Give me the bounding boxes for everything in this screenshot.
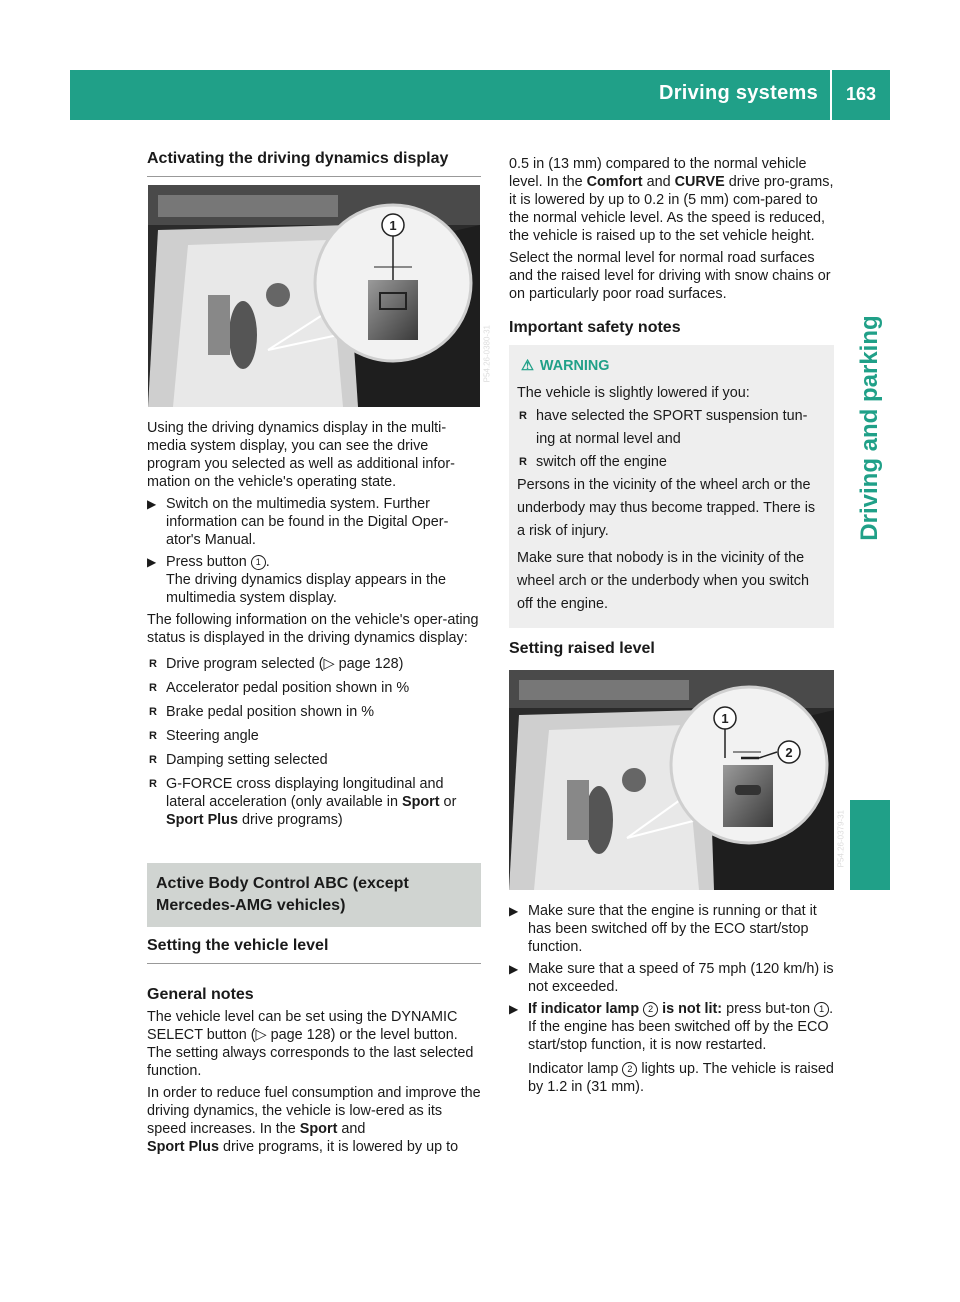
step-text: . [829,1001,834,1017]
page-number: 163 [845,84,876,104]
abc-section-box [147,863,481,927]
warning-header [517,355,826,378]
bold-curve: CURVE [674,174,725,190]
left-column [147,150,491,1160]
warning-intro: The vehicle is slightly lowered if you: [517,385,750,401]
list-item-text: Damping setting selected [166,752,328,768]
list-item [147,727,481,745]
select-level-paragraph: Select the normal level for normal road surfaces and the raised level for driving with snow chains or on particularly poor road surfaces. [509,250,831,302]
bullet-icon: R [149,778,157,790]
step-text: Press button [166,554,251,570]
header-separator [830,70,832,120]
photo-1-code: P54.26-0380-31 [482,325,491,383]
list-item [147,751,481,769]
console-photo-1 [148,185,491,407]
bullet-icon: R [149,706,157,718]
step-indicator-lamp [509,1000,834,1096]
svg-text:1: 1 [389,218,397,233]
console-photo-1-drawing [148,185,480,407]
step-result: The driving dynamics display appears in the multimedia system display. [166,572,446,606]
svg-text:2: 2 [785,745,793,760]
step-arrow-icon: ▶ [509,904,519,918]
list-item-text: or [439,794,457,810]
bold-sport-plus: Sport Plus [166,812,238,828]
side-section-label: Driving and parking [856,315,883,541]
list-item-text: Brake pedal position shown in % [166,704,374,720]
list-item-text: Steering angle [166,728,259,744]
bold-comfort: Comfort [586,174,643,190]
list-item [147,703,481,721]
warning-paragraph-1: Persons in the vicinity of the wheel arch or the underbody may thus become trapped. There is a risk of injury. [517,477,816,539]
bold-sport: Sport [299,1121,338,1137]
bullet-icon: R [149,754,157,766]
text: drive pro-grams, it is lowered by up to 0.2 in (5 mm) com-pared to the normal vehicle level. As the speed is reduced, the vehicle is raised up to the set vehicle height. [509,174,834,244]
step-text: Switch on the multimedia system. Further information can be found in the Digital Oper-ator's Manual. [166,496,449,548]
bold-sport: Sport [401,794,440,810]
side-thumb-block [850,800,890,890]
warning-label: WARNING [539,358,610,374]
general-paragraph-1: The vehicle level can be set using the DYNAMIC SELECT button (▷ page 128) or the level button. The setting always corresponds to the last selected function. [147,1009,474,1079]
step-switch-on [147,495,481,549]
text: and [337,1121,366,1137]
warning-triangle-icon: ⚠ [521,358,534,374]
bullet-icon: R [519,456,527,468]
section-title-vehicle-level: Setting the vehicle level [147,937,481,964]
section-title-driving-dynamics: Activating the driving dynamics display [147,150,481,177]
list-item [147,679,481,697]
text: In order to reduce fuel consumption and improve the driving dynamics, the vehicle is low-ered as its speed increases. In the [147,1085,481,1137]
step-result-2 [528,1060,834,1096]
step-text-end: . [265,554,270,570]
list-item [147,655,481,673]
step-arrow-icon: ▶ [147,555,157,569]
bullet-icon: R [519,410,527,422]
info-paragraph: The following information on the vehicle's oper-ating status is displayed in the driving dynamics display: [147,612,479,646]
text: drive programs, it is lowered by up to [218,1139,459,1155]
general-notes-title: General notes [147,986,254,1003]
step-bold: is not lit: [658,1001,723,1017]
list-item-text: Accelerator pedal position shown in % [166,680,410,696]
raised-level-title: Setting raised level [509,640,655,657]
bullet-icon: R [149,730,157,742]
callout-2-icon: 2 [622,1062,637,1077]
list-item-text: Drive program selected (▷ page 128) [166,656,404,672]
step-result: If the engine has been switched off by the ECO start/stop function, it is now restarted. [528,1019,829,1053]
step-arrow-icon: ▶ [509,1002,519,1016]
list-item-text: have selected the SPORT suspension tun-ing at normal level and [536,408,808,447]
side-section-tab [850,268,890,588]
callout-2-icon: 2 [643,1002,658,1017]
intro-paragraph: Using the driving dynamics display in the multi-media system display, you can see the drive program you selected as well as additional infor-mation on the vehicle's operating state. [147,420,455,490]
svg-text:1: 1 [721,711,729,726]
list-item-text: switch off the engine [536,454,667,470]
warning-box [509,345,834,628]
header-title: Driving systems [658,82,818,104]
console-photo-2-drawing [509,670,834,890]
callout-1-icon: 1 [814,1002,829,1017]
text: lights up. The vehicle is raised by 1.2 in (31 mm). [528,1061,834,1095]
step-text: Make sure that a speed of 75 mph (120 km/h) is not exceeded. [528,961,834,995]
step-arrow-icon: ▶ [509,962,519,976]
callout-1-icon: 1 [251,555,266,570]
bullet-icon: R [149,658,157,670]
warning-paragraph-2: Make sure that nobody is in the vicinity of the wheel arch or the underbody when you switch off the engine. [517,550,809,612]
list-item-text: G-FORCE cross displaying longitudinal and lateral acceleration (only available in [166,776,444,810]
text: and [642,174,675,190]
text: Indicator lamp [528,1061,623,1077]
bold-sport-plus: Sport Plus [147,1139,219,1155]
step-speed [509,960,834,996]
step-engine-running [509,902,834,956]
right-column [509,155,845,1100]
list-item [517,405,826,451]
abc-section-title: Active Body Control ABC (except Mercedes-AMG vehicles) [156,875,409,914]
continuation-paragraph [509,155,834,245]
step-bold: If indicator lamp [528,1001,644,1017]
console-photo-2 [509,670,845,890]
bullet-icon: R [149,682,157,694]
safety-notes-title: Important safety notes [509,319,681,336]
step-text: press but-ton [722,1001,815,1017]
photo-2-code: P54.26-0379-31 [836,810,845,868]
general-paragraph-2 [147,1084,481,1156]
list-item [147,775,481,829]
step-text: Make sure that the engine is running or that it has been switched off by the ECO start/stop function. [528,903,817,955]
page-header [70,70,890,120]
text: 0.5 in (13 mm) compared to the normal vehicle level. In the [509,156,807,190]
list-item [517,451,826,474]
step-press-button [147,553,481,607]
step-arrow-icon: ▶ [147,497,157,511]
list-item-text: drive programs) [237,812,343,828]
